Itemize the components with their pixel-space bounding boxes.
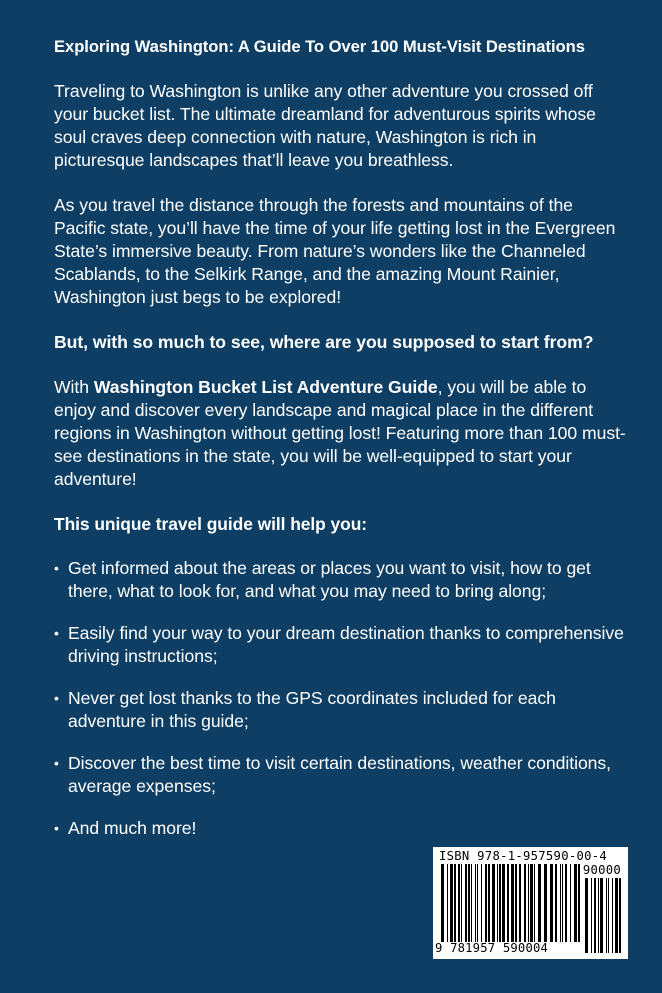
book-title: Exploring Washington: A Guide To Over 100 Must-Visit Destinations <box>54 37 585 56</box>
barcode-bar <box>608 878 609 953</box>
barcode-bar <box>570 864 571 942</box>
list-item <box>54 817 626 840</box>
barcode-bar <box>594 878 596 953</box>
barcode-bar <box>550 864 553 942</box>
guide-paragraph <box>54 376 626 491</box>
list-item <box>54 557 626 603</box>
barcode-bar <box>458 864 460 942</box>
list-item-text: Never get lost thanks to the GPS coordinates included for each adventure in this guide; <box>68 688 556 731</box>
barcode-digits: 9 781957 590004 <box>435 941 549 955</box>
barcode-bar <box>507 864 509 942</box>
barcode-bar <box>465 864 467 942</box>
list-item <box>54 622 626 668</box>
barcode-bar <box>519 864 521 942</box>
isbn-barcode <box>433 847 628 959</box>
barcode-bar <box>488 864 490 942</box>
question-heading: But, with so much to see, where are you supposed to start from? <box>54 332 594 352</box>
barcode-bar <box>492 864 495 942</box>
barcode-bar <box>481 864 482 942</box>
bullet-icon: • <box>54 820 59 836</box>
bullet-icon: • <box>54 755 59 771</box>
description-paragraph: As you travel the distance through the forests and mountains of the Pacific state, you’ll have the time of your life getting lost in the Evergreen State’s immersive beauty. From nature’s wonders like the Channeled Scablands, to the Selkirk Range, and the amazing Mount Rainier, Washington just begs to be explored! <box>54 195 616 307</box>
barcode-bar <box>612 878 613 953</box>
barcode-bar <box>574 864 577 942</box>
list-item-text: Easily find your way to your dream destination thanks to comprehensive driving instructions; <box>68 623 624 666</box>
barcode-bar <box>565 864 567 942</box>
barcode-bar <box>585 878 588 953</box>
barcode-bar <box>450 864 453 942</box>
price-code: 90000 <box>582 863 621 877</box>
barcode-bar <box>598 878 599 953</box>
barcode-bar <box>477 864 478 942</box>
barcode-bar <box>538 864 541 942</box>
barcode-bar <box>447 864 448 942</box>
cover-text <box>54 36 626 859</box>
benefits-heading: This unique travel guide will help you: <box>54 514 368 534</box>
barcode-bar <box>497 864 498 942</box>
barcode-bar <box>600 878 603 953</box>
barcode-bar <box>544 864 547 942</box>
barcode-bar <box>560 864 561 942</box>
list-item <box>54 687 626 733</box>
barcode-bar <box>530 864 533 942</box>
barcode-bar <box>591 878 592 953</box>
barcode-bar <box>454 864 456 942</box>
barcode-bar <box>511 864 514 942</box>
intro-paragraph: Traveling to Washington is unlike any other adventure you crossed off your bucket list. The ultimate dreamland for adventurous spirits whose soul craves deep connection with nature, Washington is rich in picturesque landscapes that’ll leave you breathless. <box>54 81 596 170</box>
benefit-list <box>54 557 626 840</box>
bullet-icon: • <box>54 560 59 576</box>
barcode-bar <box>528 864 529 942</box>
barcode-bar <box>555 864 557 942</box>
barcode-bars <box>441 864 581 942</box>
barcode-bar <box>578 864 580 942</box>
guide-rest: , you will be able to enjoy and discover every landscape and magical place in the different regions in Washington without getting lost! Featuring more than 100 must-see destinations in the state, you will be well-equipped to start your adventure! <box>54 377 626 489</box>
barcode-bar <box>475 864 476 942</box>
barcode-bar <box>524 864 526 942</box>
guide-lead: With <box>54 377 94 397</box>
barcode-bar <box>615 878 618 953</box>
barcode-bar <box>502 864 505 942</box>
barcode-bar <box>606 878 607 953</box>
barcode-addon-bars <box>585 878 623 953</box>
barcode-bar <box>499 864 501 942</box>
list-item-text: Discover the best time to visit certain destinations, weather conditions, average expenses; <box>68 753 611 796</box>
list-item <box>54 752 626 798</box>
barcode-bar <box>515 864 517 942</box>
barcode-bar <box>441 864 444 942</box>
bullet-icon: • <box>54 690 59 706</box>
bullet-icon: • <box>54 625 59 641</box>
barcode-bar <box>471 864 472 942</box>
barcode-bar <box>461 864 462 942</box>
barcode-bar <box>534 864 535 942</box>
guide-name: Washington Bucket List Adventure Guide <box>93 377 438 397</box>
barcode-bar <box>619 878 621 953</box>
barcode-bar <box>468 864 470 942</box>
isbn-label: ISBN 978-1-957590-00-4 <box>439 849 608 863</box>
barcode-bar <box>562 864 563 942</box>
list-item-text: And much more! <box>68 818 197 838</box>
barcode-bar <box>485 864 487 942</box>
list-item-text: Get informed about the areas or places you want to visit, how to get there, what to look for, and what you may need to bring along; <box>68 558 591 601</box>
